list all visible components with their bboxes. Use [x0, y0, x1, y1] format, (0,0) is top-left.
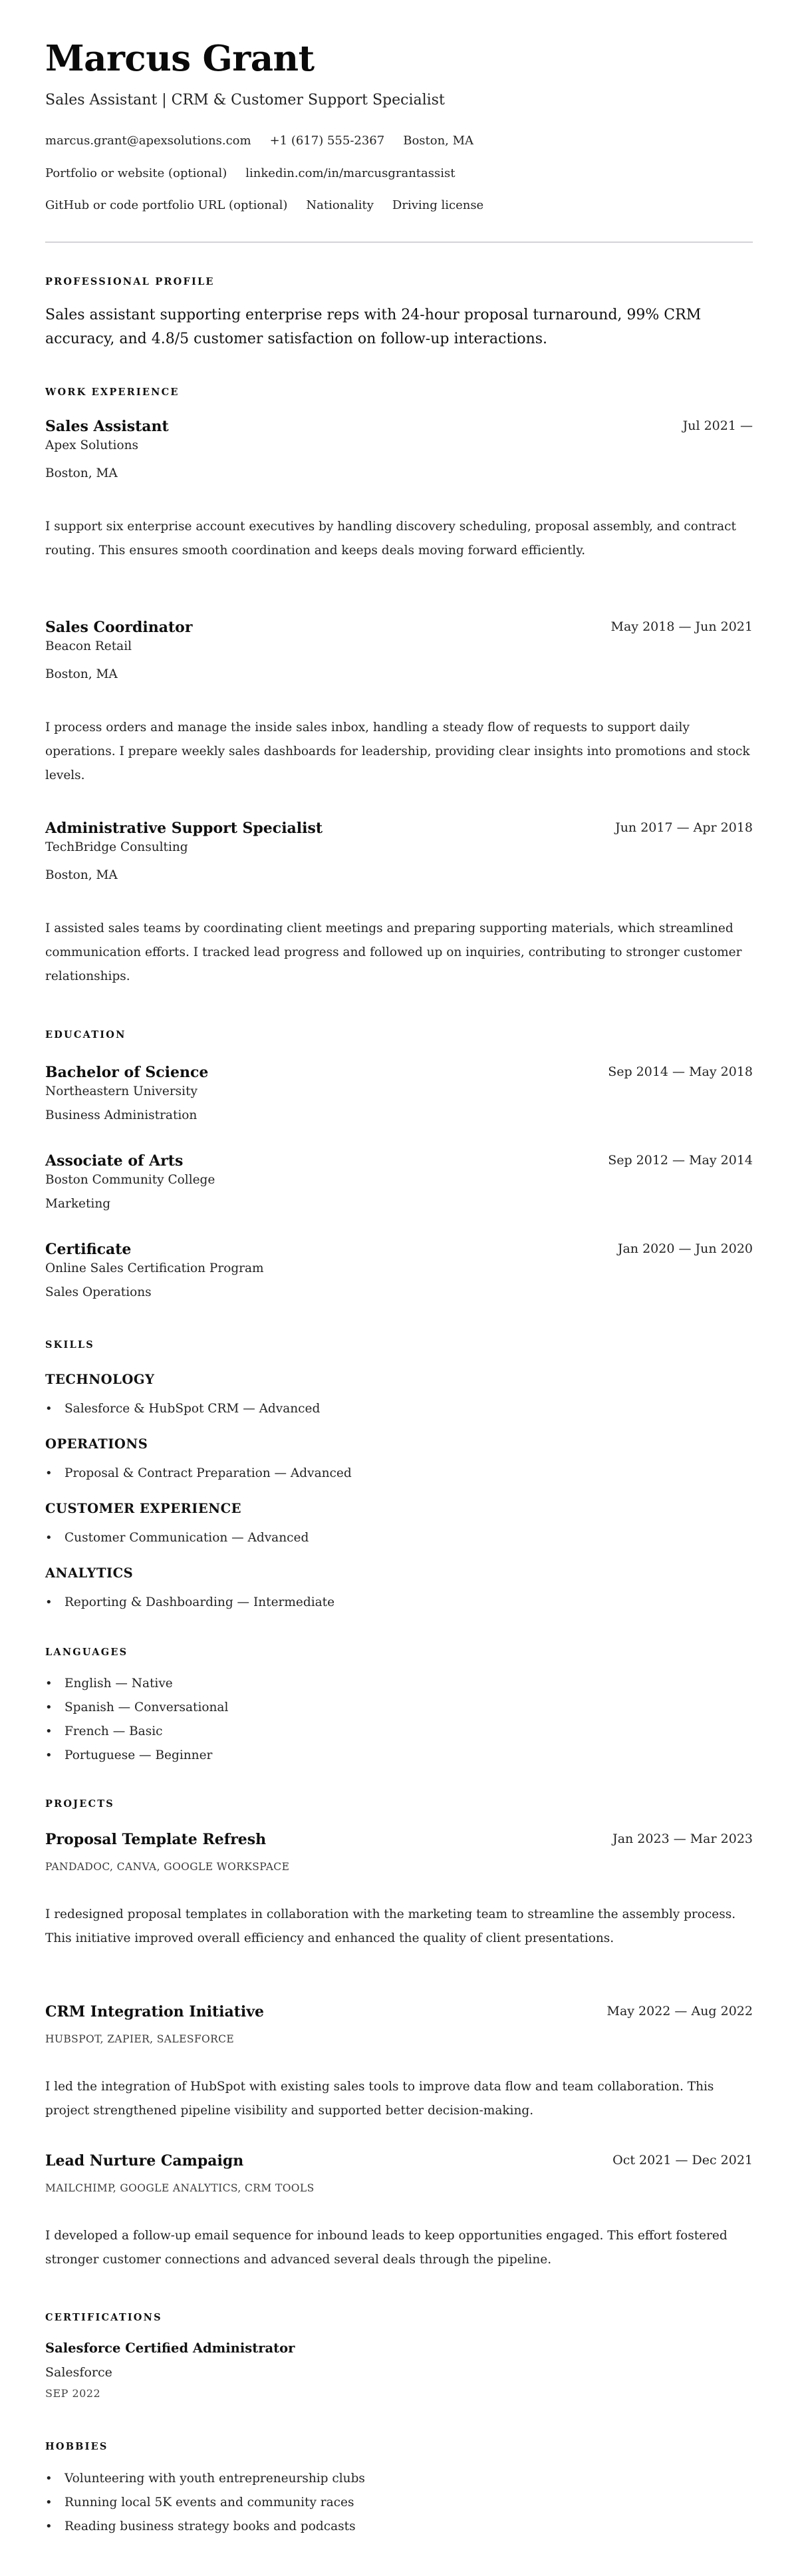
bullet-icon: •: [45, 1700, 53, 1714]
job-description: I support six enterprise account executives by handling discovery scheduling, proposal assembly, and contract routing. This ensures smooth coordination and keeps deals moving forward efficiently.: [45, 520, 736, 558]
bullet-icon: •: [45, 1595, 53, 1609]
degree-title: Certificate: [45, 1241, 132, 1258]
section-title-certifications: CERTIFICATIONS: [45, 2312, 162, 2323]
bullet-icon: •: [45, 1402, 53, 1416]
contact-row-extra: [45, 197, 502, 214]
project-item: [45, 2002, 753, 2123]
job-title: Administrative Support Specialist: [45, 820, 323, 837]
contact-row-primary: [45, 132, 492, 150]
job-company: TechBridge Consulting: [45, 840, 188, 854]
job-location: Boston, MA: [45, 868, 118, 882]
section-title-education: EDUCATION: [45, 1029, 126, 1041]
bullet-icon: •: [45, 2519, 53, 2533]
experience-item: [45, 818, 753, 989]
project-description: I developed a follow-up email sequence for inbound leads to keep opportunities engaged. This effort fostered stronger customer connections and advanced several deals through the pipeline.: [45, 2229, 728, 2267]
section-title-projects: PROJECTS: [45, 1798, 114, 1810]
project-name: CRM Integration Initiative: [45, 2003, 265, 2020]
section-title-languages: LANGUAGES: [45, 1647, 128, 1658]
skill-category: CUSTOMER EXPERIENCE: [45, 1501, 241, 1516]
project-dates: Oct 2021 — Dec 2021: [612, 2153, 753, 2168]
profile-summary: Sales assistant supporting enterprise reps with 24-hour proposal turnaround, 99% CRM accuracy, and 4.8/5 customer satisfaction on follow-up interactions.: [45, 307, 702, 347]
education-dates: Sep 2012 — May 2014: [608, 1153, 753, 1168]
project-dates: May 2022 — Aug 2022: [606, 2004, 753, 2018]
project-name: Proposal Template Refresh: [45, 1831, 267, 1848]
section-title-profile: PROFESSIONAL PROFILE: [45, 276, 215, 287]
job-location: Boston, MA: [45, 667, 118, 681]
certification-issuer: Salesforce: [45, 2365, 112, 2380]
job-description: I process orders and manage the inside sales inbox, handling a steady flow of requests to support daily operations. I prepare weekly sales dashboards for leadership, providing clear insights into promotions and stock levels.: [45, 721, 750, 782]
job-description: I assisted sales teams by coordinating client meetings and preparing supporting materials, which streamlined communication efforts. I tracked lead progress and followed up on inquiries, contributing to stronger customer relationships.: [45, 921, 742, 983]
skill-category: TECHNOLOGY: [45, 1372, 155, 1387]
certification-name: Salesforce Certified Administrator: [45, 2340, 295, 2356]
job-title: Sales Assistant: [45, 418, 169, 435]
project-description: I led the integration of HubSpot with existing sales tools to improve data flow and team collaboration. This project strengthened pipeline visibility and supported better decision-making.: [45, 2080, 714, 2118]
contact-github[interactable]: GitHub or code portfolio URL (optional): [45, 198, 288, 212]
field-of-study: Marketing: [45, 1197, 111, 1211]
experience-item: [45, 617, 753, 788]
header-divider: [45, 242, 753, 243]
bullet-icon: •: [45, 1748, 53, 1762]
contact-portfolio[interactable]: Portfolio or website (optional): [45, 166, 227, 180]
school-name: Online Sales Certification Program: [45, 1261, 264, 1275]
education-item: [45, 1151, 753, 1213]
contact-location: Boston, MA: [403, 134, 474, 148]
bullet-icon: •: [45, 1677, 53, 1690]
project-item: [45, 2151, 753, 2272]
contact-linkedin[interactable]: linkedin.com/in/marcusgrantassist: [245, 166, 456, 180]
section-title-experience: WORK EXPERIENCE: [45, 387, 180, 398]
job-location: Boston, MA: [45, 466, 118, 480]
skill-category: ANALYTICS: [45, 1565, 134, 1581]
job-company: Beacon Retail: [45, 639, 132, 653]
contact-row-links: [45, 165, 473, 182]
degree-title: Associate of Arts: [45, 1152, 184, 1170]
bullet-icon: •: [45, 1724, 53, 1738]
contact-email[interactable]: marcus.grant@apexsolutions.com: [45, 134, 251, 148]
project-item: [45, 1830, 753, 1951]
section-title-hobbies: HOBBIES: [45, 2441, 108, 2452]
degree-title: Bachelor of Science: [45, 1064, 209, 1081]
bullet-icon: •: [45, 2496, 53, 2509]
certification-date: SEP 2022: [45, 2387, 101, 2400]
job-dates: Jun 2017 — Apr 2018: [615, 820, 753, 835]
school-name: Northeastern University: [45, 1084, 198, 1098]
education-dates: Sep 2014 — May 2018: [608, 1064, 753, 1079]
project-tags: MAILCHIMP, GOOGLE ANALYTICS, CRM TOOLS: [45, 2182, 315, 2194]
project-description: I redesigned proposal templates in collaboration with the marketing team to streamline the assembly process. This initiative improved overall efficiency and enhanced the quality of client presentations.: [45, 1907, 736, 1945]
job-dates: Jul 2021 —: [682, 418, 753, 433]
education-item: [45, 1062, 753, 1125]
candidate-headline: Sales Assistant | CRM & Customer Support Specialist: [45, 92, 445, 108]
contact-driving-license: Driving license: [392, 198, 484, 212]
job-dates: May 2018 — Jun 2021: [610, 619, 753, 634]
project-dates: Jan 2023 — Mar 2023: [612, 1832, 753, 1846]
section-title-skills: SKILLS: [45, 1339, 94, 1351]
field-of-study: Sales Operations: [45, 1285, 152, 1299]
bullet-icon: •: [45, 1466, 53, 1480]
bullet-icon: •: [45, 1531, 53, 1545]
project-tags: HUBSPOT, ZAPIER, SALESFORCE: [45, 2033, 235, 2045]
certification-item: [45, 2339, 753, 2402]
contact-phone[interactable]: +1 (617) 555-2367: [269, 134, 385, 148]
job-title: Sales Coordinator: [45, 619, 193, 636]
job-company: Apex Solutions: [45, 438, 139, 452]
field-of-study: Business Administration: [45, 1108, 198, 1122]
candidate-name: Marcus Grant: [45, 38, 315, 79]
experience-item: [45, 416, 753, 563]
education-item: [45, 1239, 753, 1302]
project-tags: PANDADOC, CANVA, GOOGLE WORKSPACE: [45, 1861, 290, 1873]
contact-nationality: Nationality: [306, 198, 374, 212]
education-dates: Jan 2020 — Jun 2020: [617, 1241, 753, 1256]
bullet-icon: •: [45, 2472, 53, 2486]
school-name: Boston Community College: [45, 1173, 215, 1187]
skill-category: OPERATIONS: [45, 1436, 148, 1452]
project-name: Lead Nurture Campaign: [45, 2152, 244, 2170]
